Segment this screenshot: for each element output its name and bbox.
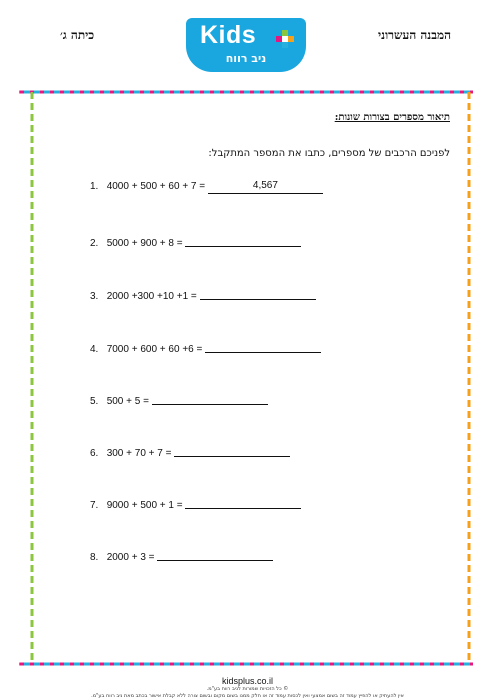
exercise-expression: 2000 + 3 = bbox=[106, 552, 155, 563]
answer-field[interactable] bbox=[185, 497, 301, 509]
exercise-5 bbox=[90, 392, 268, 406]
exercise-number: 1. bbox=[90, 181, 99, 192]
grade-label: כיתה ג׳ bbox=[60, 28, 95, 42]
exercise-expression: 2000 +300 +10 +1 = bbox=[106, 291, 197, 302]
decorative-frame bbox=[15, 88, 477, 668]
answer-field[interactable] bbox=[208, 182, 323, 194]
answer-field[interactable] bbox=[185, 235, 301, 247]
exercise-4 bbox=[90, 340, 321, 354]
exercise-expression: 4000 + 500 + 60 + 7 = bbox=[106, 181, 206, 192]
exercise-expression: 5000 + 900 + 8 = bbox=[106, 238, 183, 249]
answer-field[interactable] bbox=[157, 549, 273, 561]
exercise-number: 8. bbox=[90, 552, 99, 563]
worksheet-topic: המבנה העשרוני bbox=[378, 28, 451, 42]
exercise-7 bbox=[90, 496, 301, 510]
answer-field[interactable] bbox=[200, 288, 316, 300]
footer-legal-notice: אין להעתיק או להפיץ עמוד זה בשום אמצעי ואין לכסות עמוד זה או חלק ממנו בשום מקום ובשום צורה ללא קבלת אישור בכתב מאת ניב רווח בע"מ. bbox=[91, 693, 404, 699]
exercise-expression: 500 + 5 = bbox=[106, 396, 149, 407]
exercise-3 bbox=[90, 287, 316, 301]
footer-site-link[interactable]: kidsplus.co.il bbox=[221, 676, 274, 686]
answer-field[interactable] bbox=[152, 393, 268, 405]
plus-icon bbox=[276, 30, 294, 48]
worksheet-instruction: לפניכם הרכבים של מספרים, כתבו את המספר המתקבל: bbox=[208, 148, 450, 159]
footer-copyright: © כל הזכויות שמורות לניב רווח בע"מ. bbox=[206, 686, 289, 692]
exercise-expression: 9000 + 500 + 1 = bbox=[106, 500, 183, 511]
worksheet-subtitle: תיאור מספרים בצורות שונות: bbox=[334, 112, 450, 123]
exercise-number: 3. bbox=[90, 291, 99, 302]
exercise-1 bbox=[90, 181, 323, 195]
exercise-number: 2. bbox=[90, 238, 99, 249]
answer-value: 4,567 bbox=[252, 180, 278, 191]
exercise-expression: 7000 + 600 + 60 +6 = bbox=[106, 344, 203, 355]
exercise-number: 4. bbox=[90, 344, 99, 355]
exercise-expression: 300 + 70 + 7 = bbox=[106, 448, 172, 459]
logo-subtext: ניב רווח bbox=[225, 52, 267, 65]
answer-field[interactable] bbox=[174, 445, 290, 457]
exercise-8 bbox=[90, 548, 273, 562]
exercise-number: 7. bbox=[90, 500, 99, 511]
exercise-6 bbox=[90, 444, 290, 458]
exercise-number: 5. bbox=[90, 396, 99, 407]
answer-field[interactable] bbox=[205, 341, 321, 353]
kids-logo bbox=[186, 18, 306, 72]
logo-text: Kids bbox=[200, 21, 257, 49]
exercise-number: 6. bbox=[90, 448, 99, 459]
exercise-2 bbox=[90, 234, 301, 248]
